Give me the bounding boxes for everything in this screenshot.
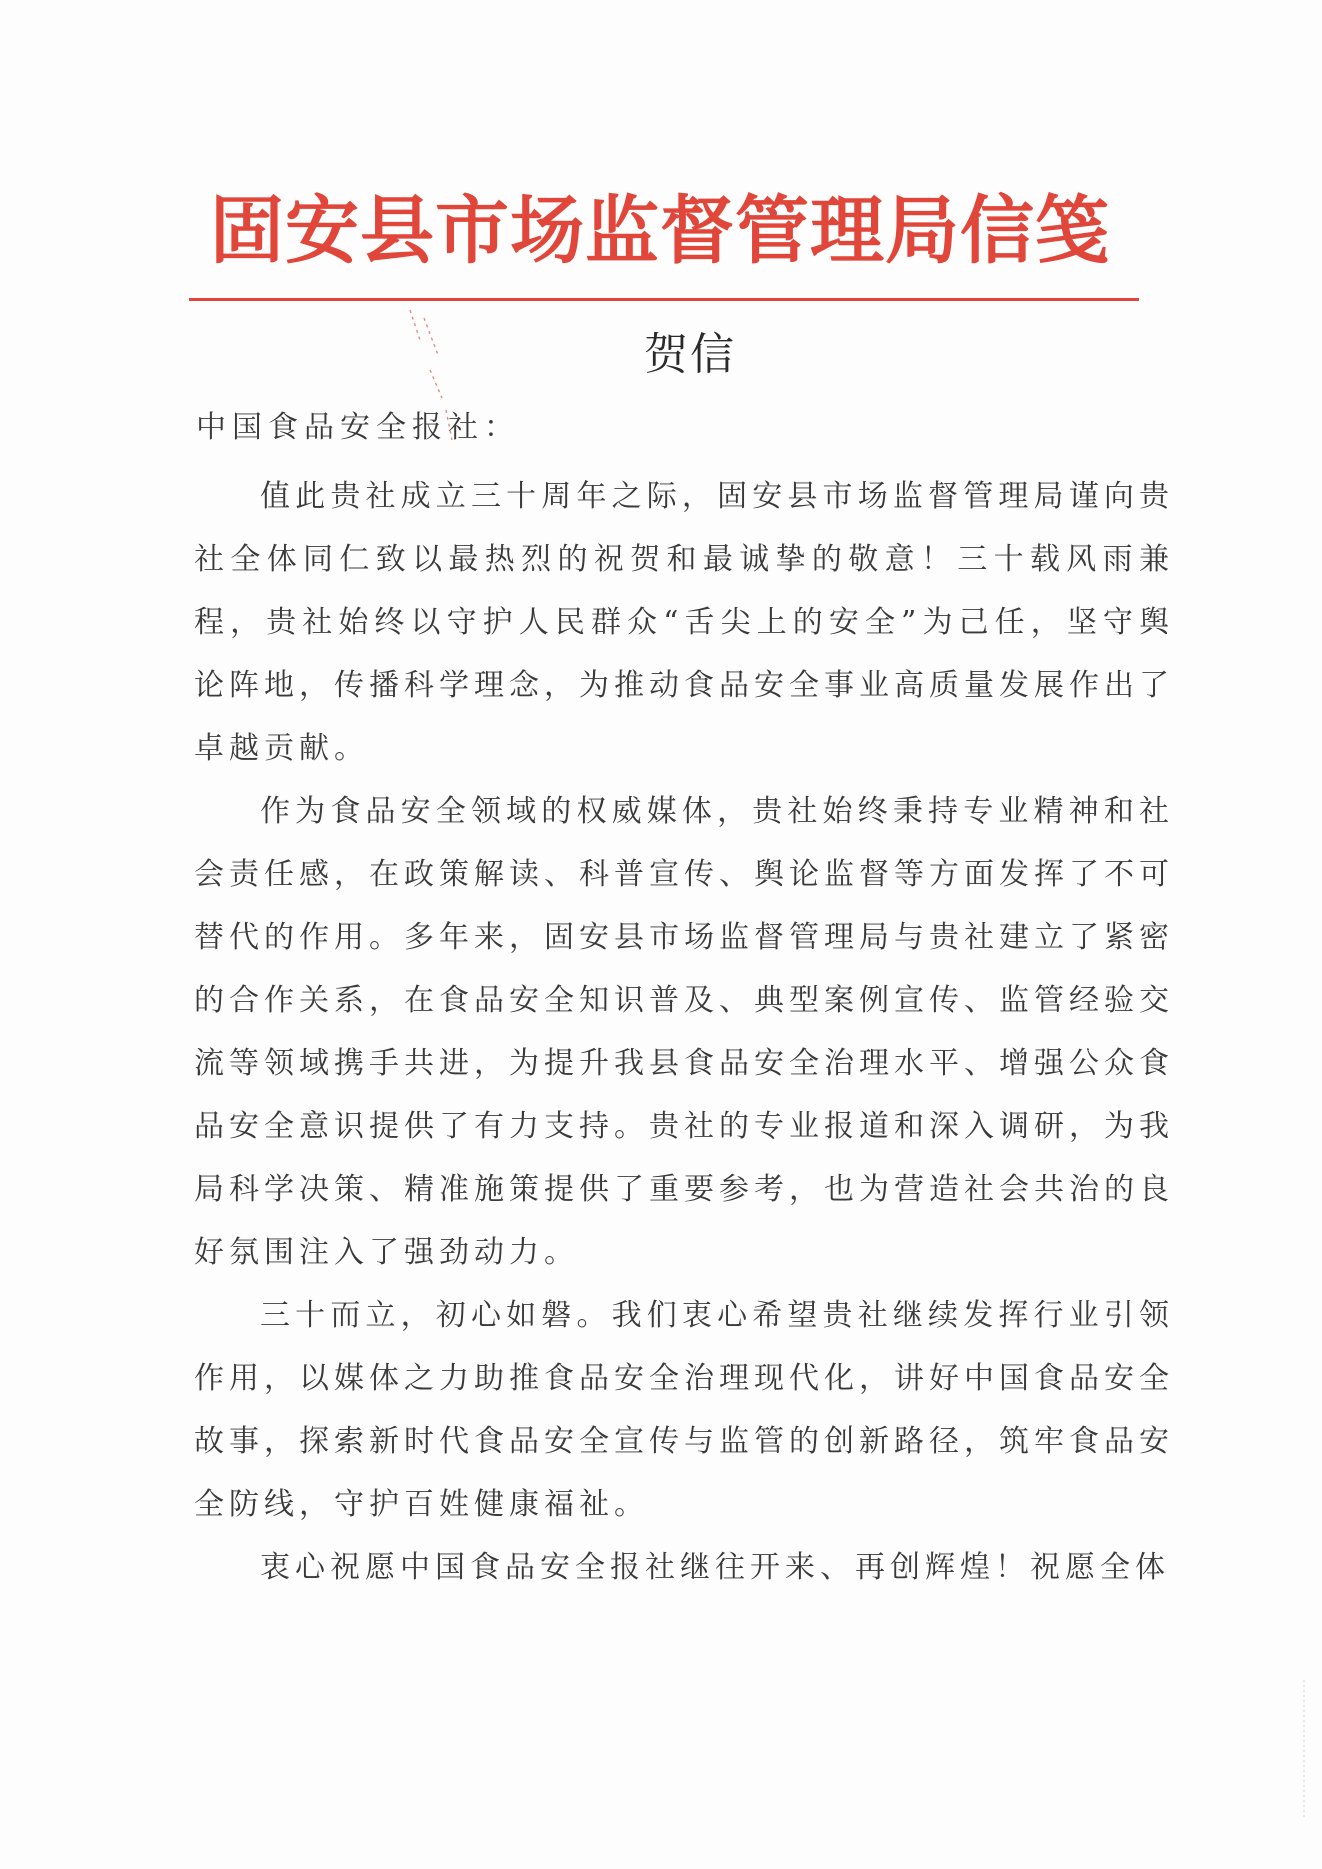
letterhead-title: 固安县市场监督管理局信笺 (210, 188, 1110, 274)
paragraph-hopes: 三十而立，初心如磐。我们衷心希望贵社继续发挥行业引领作用，以媒体之力助推食品安全治理现代化，讲好中国食品安全故事，探索新时代食品安全宣传与监管的创新路径，筑牢食品安全防线，守护百姓健康福祉。 (194, 1298, 1174, 1522)
paragraph-cooperation: 作为食品安全领域的权威媒体，贵社始终秉持专业精神和社会责任感，在政策解读、科普宣传、舆论监督等方面发挥了不可替代的作用。多年来，固安县市场监督管理局与贵社建立了紧密的合作关系，在食品安全知识普及、典型案例宣传、监管经验交流等领域携手共进，为提升我县食品安全治理水平、增强公众食品安全意识提供了有力支持。贵社的专业报道和深入调研，为我局科学决策、精准施策提供了重要参考，也为营造社会共治的良好氛围注入了强劲动力。 (194, 794, 1174, 1270)
salutation: 中国食品安全报社： (196, 410, 520, 445)
letter-body (194, 465, 1174, 1599)
letterhead-divider (189, 298, 1139, 301)
paragraph-wishes: 衷心祝愿中国食品安全报社继往开来、再创辉煌！祝愿全体 (260, 1550, 1170, 1585)
paragraph-congratulations: 值此贵社成立三十周年之际，固安县市场监督管理局谨向贵社全体同仁致以最热烈的祝贺和最诚挚的敬意！三十载风雨兼程，贵社始终以守护人民群众“舌尖上的安全”为己任，坚守舆论阵地，传播科学理念，为推动食品安全事业高质量发展作出了卓越贡献。 (194, 479, 1174, 766)
scan-edge-mark (1300, 1680, 1308, 1820)
letter-title: 贺信 (644, 329, 736, 380)
